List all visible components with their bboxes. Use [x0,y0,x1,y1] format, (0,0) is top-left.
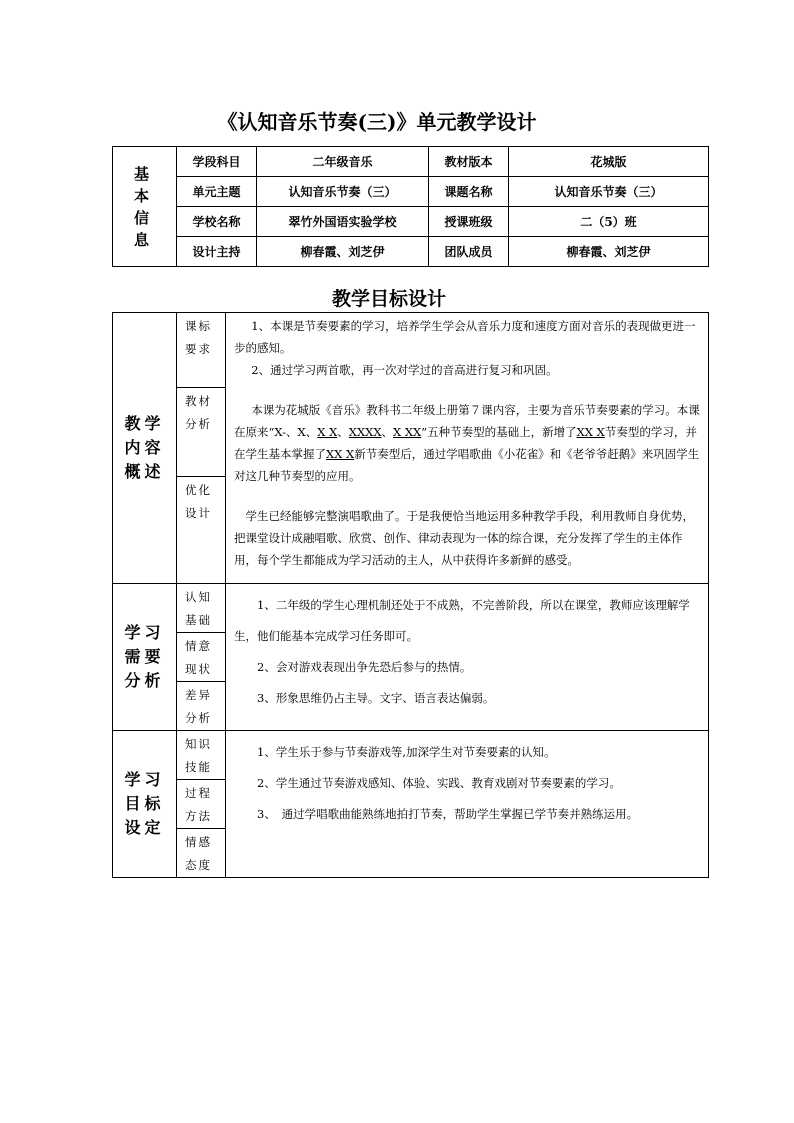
basic-info-label-text: 基本信息 [133,164,155,249]
table-row [113,237,709,267]
text-span: 、 [337,425,349,439]
field-value: 花城版 [509,147,709,177]
table-row [113,731,709,780]
field-value: 二年级音乐 [257,147,429,177]
field-label: 学校名称 [177,207,257,237]
field-value: 二（5）班 [509,207,709,237]
learning-goals-text [226,731,709,878]
field-label: 学段科目 [177,147,257,177]
field-label: 设计主持 [177,237,257,267]
text-span: 本课为花城版《音乐》教科书二年级上册第７课内容，主要为音乐节奏要素的学习。本课在原来“X-、X、 [234,403,700,439]
table-row [113,313,709,388]
text-span: 新节奏型后，通过学唱歌曲《小花雀》和《老爷爷赶鹅》来巩固学生对这几种节奏型的应用。 [234,447,700,483]
table-row [113,177,709,207]
paragraph: 1、二年级的学生心理机制还处于不成熟，不完善阶段，所以在课堂，教师应该理解学生，他们能基本完成学习任务即可。 [234,598,690,643]
sub-label: 情意现状 [177,633,226,682]
text-span: 节奏型的学习，并在学生基本掌握了 [234,425,697,461]
field-label: 教材版本 [429,147,509,177]
paragraph: 3、形象思维仍占主导。文字、语言表达偏弱。 [257,691,495,705]
rhythm-pattern: XX X [326,447,355,461]
teaching-goals-table [112,312,709,878]
text-span: ”五种节奏型的基础上，新增了 [421,425,577,439]
basic-info-table [112,146,709,267]
field-value: 柳春霞、刘芝伊 [257,237,429,267]
learning-goals-label-text: 学习目标设定 [124,770,165,837]
paragraph: 2、会对游戏表现出争先恐后参与的热情。 [257,660,472,674]
basic-info-label [113,147,177,267]
sub-label: 课标要求 [177,313,226,388]
paragraph: 学生已经能够完整演唱歌曲了。于是我便恰当地运用多种教学手段，利用教师自身优势，把课堂设计成融唱歌、欣赏、创作、律动表现为一体的综合课，充分发挥了学生的主体作用，每个学生都能成为学习活动的主人，从中获得许多新鲜的感受。 [234,509,694,567]
learning-analysis-text [226,584,709,731]
field-label: 团队成员 [429,237,509,267]
field-label: 单元主题 [177,177,257,207]
field-value: 认知音乐节奏（三） [257,177,429,207]
table-row [113,207,709,237]
field-label: 授课班级 [429,207,509,237]
paragraph: 1、本课是节奏要素的学习，培养学生学会从音乐力度和速度方面对音乐的表现做更进一步的感知。 [234,319,696,355]
rhythm-pattern: XXXX [348,425,382,439]
sub-label: 知识技能 [177,731,226,780]
sub-label: 差异分析 [177,682,226,731]
field-value: 翠竹外国语实验学校 [257,207,429,237]
teaching-content-label [113,313,177,584]
paragraph: 2、通过学习两首歌，再一次对学过的音高进行复习和巩固。 [251,363,558,377]
paragraph: 2、学生通过节奏游戏感知、体验、实践、教育戏剧对节奏要素的学习。 [257,776,621,790]
sub-label: 认知基础 [177,584,226,633]
paragraph [234,399,702,487]
field-value: 认知音乐节奏（三） [509,177,709,207]
field-value: 柳春霞、刘芝伊 [509,237,709,267]
teaching-content-label-text: 教学内容概述 [124,414,165,481]
teaching-content-text [226,313,709,584]
rhythm-pattern: X XX [393,425,422,439]
learning-analysis-label-text: 学习需要分析 [124,623,165,690]
table-row [113,584,709,633]
sub-label: 优化设计 [177,477,226,584]
table-row [113,147,709,177]
paragraph: 3、 通过学唱歌曲能熟练地拍打节奏，帮助学生掌握已学节奏并熟练运用。 [257,807,639,821]
sub-label: 教材分析 [177,388,226,477]
text-span: 、 [381,425,394,439]
learning-analysis-label [113,584,177,731]
rhythm-pattern: XX X [576,425,605,439]
field-label: 课题名称 [429,177,509,207]
learning-goals-label [113,731,177,878]
rhythm-pattern: X X [317,425,338,439]
paragraph: 1、学生乐于参与节奏游戏等,加深学生对节奏要素的认知。 [257,745,556,759]
sub-label: 情感态度 [177,829,226,878]
sub-label: 过程方法 [177,780,226,829]
document-title: 《认知音乐节奏(三)》单元教学设计 [217,110,537,134]
section-title: 教学目标设计 [331,288,446,310]
